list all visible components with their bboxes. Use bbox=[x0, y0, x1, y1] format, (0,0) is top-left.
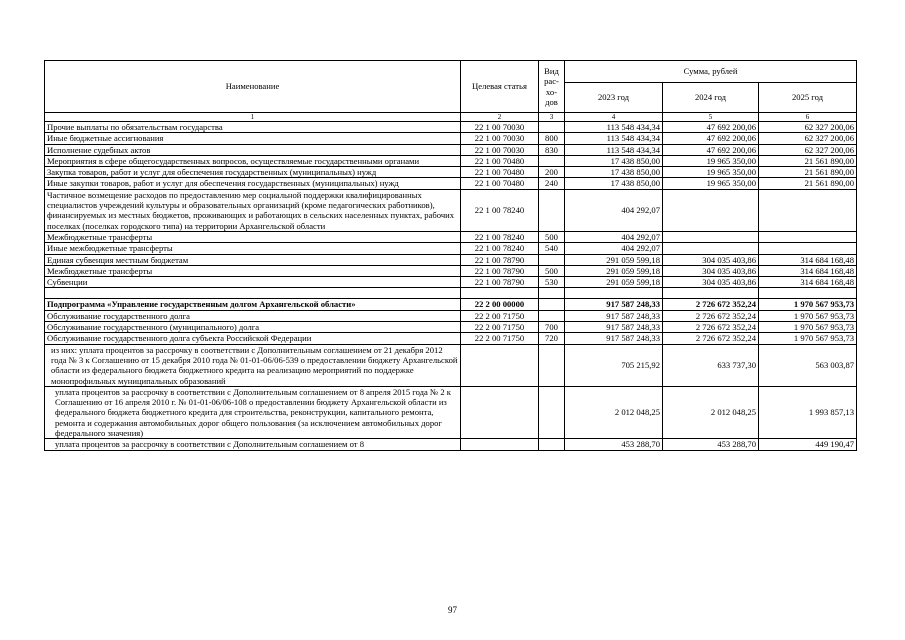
table-row bbox=[45, 189, 857, 231]
row-2024: 2 012 048,25 bbox=[663, 386, 759, 438]
row-2023: 404 292,07 bbox=[565, 189, 663, 231]
budget-table bbox=[44, 60, 857, 451]
row-name: Обслуживание государственного долга субъекта Российской Федерации bbox=[45, 333, 461, 344]
row-vid bbox=[539, 344, 565, 386]
row-name: Иные закупки товаров, работ и услуг для обеспечения государственных (муниципальных) нужд bbox=[45, 178, 461, 189]
column-index: 6 bbox=[759, 113, 857, 122]
row-code: 22 1 00 70030 bbox=[461, 144, 539, 155]
row-2023: 2 012 048,25 bbox=[565, 386, 663, 438]
row-code bbox=[461, 386, 539, 438]
page-number: 97 bbox=[448, 605, 457, 615]
row-vid: 500 bbox=[539, 265, 565, 276]
row-code: 22 1 00 78240 bbox=[461, 231, 539, 242]
column-index: 3 bbox=[539, 113, 565, 122]
header-name: Наименование bbox=[45, 61, 461, 113]
table-row bbox=[45, 178, 857, 189]
row-code: 22 1 00 70030 bbox=[461, 122, 539, 133]
table-row bbox=[45, 277, 857, 288]
table-row bbox=[45, 310, 857, 321]
row-code: 22 2 00 71750 bbox=[461, 333, 539, 344]
row-2024: 47 692 200,06 bbox=[663, 133, 759, 144]
row-2025: 21 561 890,00 bbox=[759, 155, 857, 166]
row-2023: 17 438 850,00 bbox=[565, 178, 663, 189]
row-2023: 17 438 850,00 bbox=[565, 155, 663, 166]
table-row bbox=[45, 322, 857, 333]
row-code bbox=[461, 288, 539, 299]
table-row bbox=[45, 231, 857, 242]
row-2024: 304 035 403,86 bbox=[663, 265, 759, 276]
row-vid bbox=[539, 310, 565, 321]
row-2025: 62 327 200,06 bbox=[759, 122, 857, 133]
row-2025: 21 561 890,00 bbox=[759, 167, 857, 178]
table-row bbox=[45, 167, 857, 178]
row-vid bbox=[539, 386, 565, 438]
table-row bbox=[45, 122, 857, 133]
table-row bbox=[45, 254, 857, 265]
row-code: 22 1 00 78240 bbox=[461, 243, 539, 254]
row-2023: 291 059 599,18 bbox=[565, 265, 663, 276]
row-2024: 453 288,70 bbox=[663, 439, 759, 450]
row-2023: 17 438 850,00 bbox=[565, 167, 663, 178]
row-2025 bbox=[759, 231, 857, 242]
row-name: Закупка товаров, работ и услуг для обеспечения государственных (муниципальных) нужд bbox=[45, 167, 461, 178]
header-year-2023: 2023 год bbox=[565, 83, 663, 113]
table-row bbox=[45, 439, 857, 450]
row-vid: 540 bbox=[539, 243, 565, 254]
row-2025: 21 561 890,00 bbox=[759, 178, 857, 189]
row-2025: 1 970 567 953,73 bbox=[759, 310, 857, 321]
row-vid: 720 bbox=[539, 333, 565, 344]
row-2025: 563 003,87 bbox=[759, 344, 857, 386]
table-row bbox=[45, 344, 857, 386]
row-name: уплата процентов за рассрочку в соответствии с Дополнительным соглашением от 8 bbox=[45, 439, 461, 450]
row-2023: 404 292,07 bbox=[565, 243, 663, 254]
table-row-blank bbox=[45, 288, 857, 299]
row-2023: 291 059 599,18 bbox=[565, 277, 663, 288]
row-vid bbox=[539, 254, 565, 265]
column-index: 5 bbox=[663, 113, 759, 122]
row-2025: 62 327 200,06 bbox=[759, 144, 857, 155]
row-2023: 453 288,70 bbox=[565, 439, 663, 450]
row-name: Субвенции bbox=[45, 277, 461, 288]
row-2023: 291 059 599,18 bbox=[565, 254, 663, 265]
row-code: 22 1 00 78790 bbox=[461, 277, 539, 288]
row-2024: 633 737,30 bbox=[663, 344, 759, 386]
row-name: Подпрограмма «Управление государственным долгом Архангельской области» bbox=[45, 299, 461, 310]
row-vid: 830 bbox=[539, 144, 565, 155]
row-vid: 530 bbox=[539, 277, 565, 288]
row-2025: 314 684 168,48 bbox=[759, 254, 857, 265]
row-2023: 113 548 434,34 bbox=[565, 144, 663, 155]
row-code bbox=[461, 344, 539, 386]
table-row bbox=[45, 243, 857, 254]
row-code: 22 1 00 70480 bbox=[461, 167, 539, 178]
row-2025 bbox=[759, 288, 857, 299]
row-vid: 700 bbox=[539, 322, 565, 333]
row-code: 22 1 00 78790 bbox=[461, 254, 539, 265]
table-row bbox=[45, 133, 857, 144]
row-name: из них: уплата процентов за рассрочку в соответствии с Дополнительным соглашением от 21 декабря 2012 года № 3 к Соглашению от 15 декабря 2010 года № 01-01-06/06-539 о предоставлении бюджету Архангельской области из федерального бюджета бюджетного кредита на реализацию мероприятий по поддержке монопрофильных муниципальных образований bbox=[45, 344, 461, 386]
row-code: 22 1 00 78790 bbox=[461, 265, 539, 276]
row-2024: 2 726 672 352,24 bbox=[663, 333, 759, 344]
row-2024 bbox=[663, 189, 759, 231]
row-2024: 47 692 200,06 bbox=[663, 144, 759, 155]
table-row bbox=[45, 333, 857, 344]
row-code: 22 2 00 71750 bbox=[461, 322, 539, 333]
row-name: Межбюджетные трансферты bbox=[45, 265, 461, 276]
column-index: 2 bbox=[461, 113, 539, 122]
row-2024: 304 035 403,86 bbox=[663, 254, 759, 265]
row-2025: 449 190,47 bbox=[759, 439, 857, 450]
table-row bbox=[45, 155, 857, 166]
row-vid bbox=[539, 439, 565, 450]
row-vid bbox=[539, 299, 565, 310]
row-2024: 2 726 672 352,24 bbox=[663, 310, 759, 321]
row-code bbox=[461, 439, 539, 450]
row-name: Межбюджетные трансферты bbox=[45, 231, 461, 242]
row-2024: 2 726 672 352,24 bbox=[663, 322, 759, 333]
row-name: Обслуживание государственного долга bbox=[45, 310, 461, 321]
row-2024: 19 965 350,00 bbox=[663, 178, 759, 189]
row-2024 bbox=[663, 231, 759, 242]
row-2024: 304 035 403,86 bbox=[663, 277, 759, 288]
row-name: Обслуживание государственного (муниципального) долга bbox=[45, 322, 461, 333]
table-row bbox=[45, 386, 857, 438]
table-row bbox=[45, 144, 857, 155]
row-code: 22 1 00 70480 bbox=[461, 155, 539, 166]
row-2025: 314 684 168,48 bbox=[759, 277, 857, 288]
row-vid bbox=[539, 288, 565, 299]
row-vid bbox=[539, 155, 565, 166]
header-vid: Вид рас-хо-дов bbox=[539, 61, 565, 113]
row-code: 22 1 00 70480 bbox=[461, 178, 539, 189]
header-year-2025: 2025 год bbox=[759, 83, 857, 113]
row-name: Прочие выплаты по обязательствам государства bbox=[45, 122, 461, 133]
row-name: Частичное возмещение расходов по предоставлению мер социальной поддержки квалифицированных специалистов учреждений культуры и образовательных организаций (кроме педагогических работников), финансируемых из местных бюджетов, проживающих и работающих в сельских населенных пунктах, рабочих поселках (поселках городского типа) на территории Архангельской области bbox=[45, 189, 461, 231]
row-2025 bbox=[759, 189, 857, 231]
row-vid: 500 bbox=[539, 231, 565, 242]
row-2025: 62 327 200,06 bbox=[759, 133, 857, 144]
row-2023: 917 587 248,33 bbox=[565, 322, 663, 333]
row-code: 22 1 00 70030 bbox=[461, 133, 539, 144]
table-row bbox=[45, 265, 857, 276]
row-2025: 1 970 567 953,73 bbox=[759, 322, 857, 333]
row-2023: 113 548 434,34 bbox=[565, 122, 663, 133]
row-vid: 200 bbox=[539, 167, 565, 178]
row-vid: 800 bbox=[539, 133, 565, 144]
row-2023: 917 587 248,33 bbox=[565, 299, 663, 310]
row-code: 22 2 00 71750 bbox=[461, 310, 539, 321]
row-2025: 314 684 168,48 bbox=[759, 265, 857, 276]
row-name bbox=[45, 288, 461, 299]
row-code: 22 2 00 00000 bbox=[461, 299, 539, 310]
table-row-subprogram bbox=[45, 299, 857, 310]
row-2023: 404 292,07 bbox=[565, 231, 663, 242]
row-2023: 113 548 434,34 bbox=[565, 133, 663, 144]
row-name: уплата процентов за рассрочку в соответствии с Дополнительным соглашением от 8 апреля 2015 года № 2 к Соглашению от 16 апреля 2010 г. № 01-01-06/06-108 о предоставлении бюджету Архангельской области из федерального бюджета бюджетного кредита для строительства, реконструкции, капитального ремонта, ремонта и содержания автомобильных дорог общего пользования (за исключением автомобильных дорог федерального значения) bbox=[45, 386, 461, 438]
row-2025: 1 970 567 953,73 bbox=[759, 299, 857, 310]
row-2023: 917 587 248,33 bbox=[565, 310, 663, 321]
row-name: Иные бюджетные ассигнования bbox=[45, 133, 461, 144]
row-vid bbox=[539, 122, 565, 133]
row-2023 bbox=[565, 288, 663, 299]
row-name: Исполнение судебных актов bbox=[45, 144, 461, 155]
row-2025 bbox=[759, 243, 857, 254]
row-2023: 917 587 248,33 bbox=[565, 333, 663, 344]
row-2024: 19 965 350,00 bbox=[663, 167, 759, 178]
header-target: Целевая статья bbox=[461, 61, 539, 113]
row-2024: 19 965 350,00 bbox=[663, 155, 759, 166]
column-index: 1 bbox=[45, 113, 461, 122]
row-2025: 1 970 567 953,73 bbox=[759, 333, 857, 344]
row-2024: 2 726 672 352,24 bbox=[663, 299, 759, 310]
row-2024 bbox=[663, 243, 759, 254]
row-2024: 47 692 200,06 bbox=[663, 122, 759, 133]
row-code: 22 1 00 78240 bbox=[461, 189, 539, 231]
row-2023: 705 215,92 bbox=[565, 344, 663, 386]
header-sum: Сумма, рублей bbox=[565, 61, 857, 83]
row-2024 bbox=[663, 288, 759, 299]
row-vid bbox=[539, 189, 565, 231]
header-year-2024: 2024 год bbox=[663, 83, 759, 113]
row-vid: 240 bbox=[539, 178, 565, 189]
row-name: Мероприятия в сфере общегосударственных вопросов, осуществляемые государственными органами bbox=[45, 155, 461, 166]
row-2025: 1 993 857,13 bbox=[759, 386, 857, 438]
row-name: Иные межбюджетные трансферты bbox=[45, 243, 461, 254]
column-index: 4 bbox=[565, 113, 663, 122]
row-name: Единая субвенция местным бюджетам bbox=[45, 254, 461, 265]
